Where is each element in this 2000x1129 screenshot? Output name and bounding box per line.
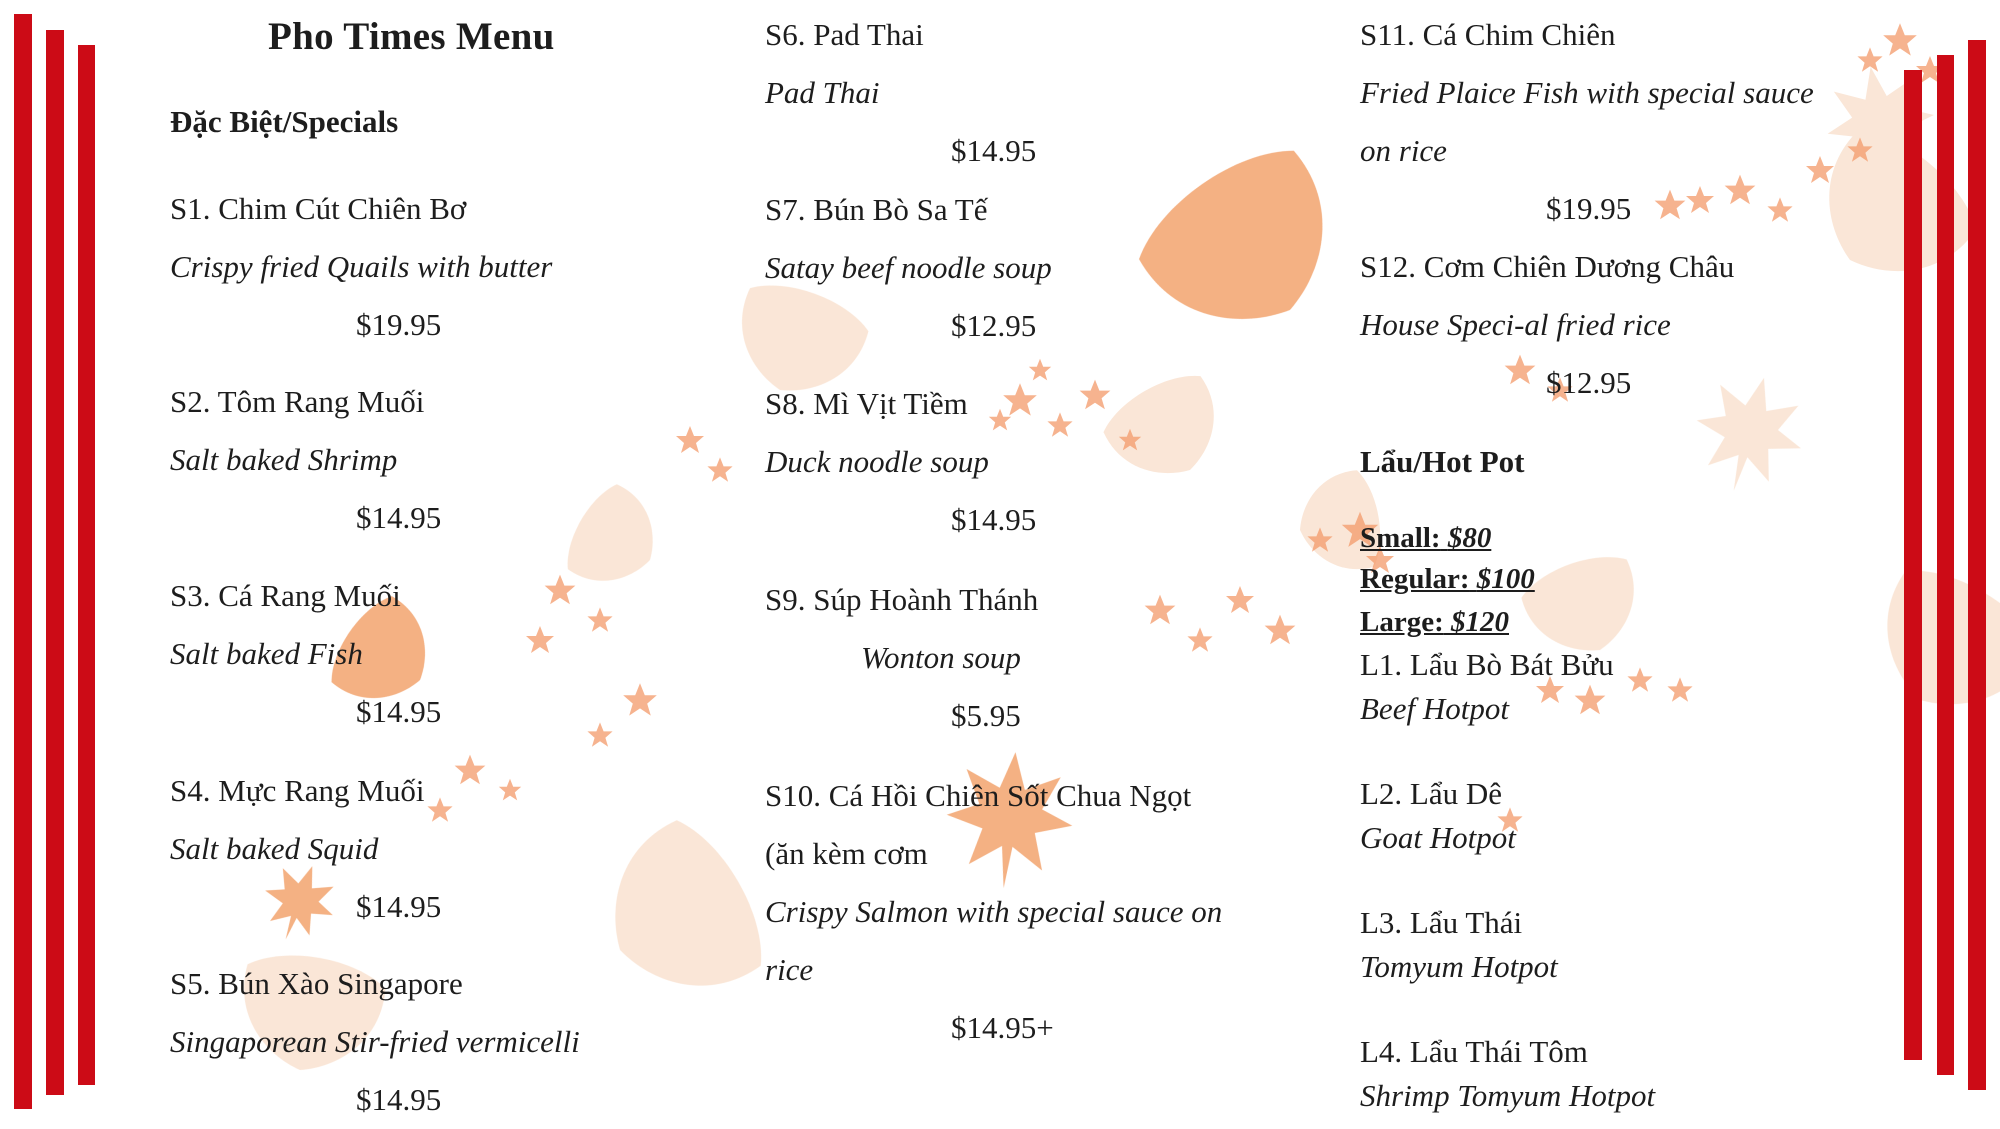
item-price: $12.95 <box>951 308 1037 343</box>
item-english-name: Tomyum Hotpot <box>1360 949 1558 984</box>
item-name: L4. Lẩu Thái Tôm <box>1360 1034 1588 1069</box>
hotpot-item-l1 <box>1360 643 1920 731</box>
item-price: $14.95 <box>356 694 442 729</box>
item-english-name: Crispy Salmon with special sauce on <box>765 894 1223 929</box>
item-price: $19.95 <box>1546 191 1632 226</box>
menu-item-s6 <box>765 6 1285 180</box>
item-name: S5. Bún Xào Singapore <box>170 966 463 1001</box>
item-price: $14.95+ <box>951 1010 1054 1045</box>
item-english-name: Satay beef noodle soup <box>765 250 1052 285</box>
item-price: $19.95 <box>356 307 442 342</box>
item-note: (ăn kèm cơm <box>765 836 928 871</box>
item-name: S11. Cá Chim Chiên <box>1360 17 1616 52</box>
size-price: $100 <box>1476 563 1535 595</box>
item-name: L1. Lẩu Bò Bát Bửu <box>1360 647 1614 682</box>
item-english-name: Salt baked Squid <box>170 831 379 866</box>
menu-item-s12 <box>1360 238 1920 412</box>
hotpot-item-l3 <box>1360 901 1920 989</box>
item-price: $14.95 <box>356 500 442 535</box>
item-name: S7. Bún Bò Sa Tế <box>765 192 988 227</box>
menu-item-s5 <box>170 955 650 1129</box>
menu-item-s2 <box>170 373 650 547</box>
item-name: S1. Chim Cút Chiên Bơ <box>170 191 467 226</box>
item-name: S2. Tôm Rang Muối <box>170 384 425 419</box>
item-name: S8. Mì Vịt Tiềm <box>765 386 968 421</box>
menu-item-s10 <box>765 767 1285 1057</box>
hotpot-size-regular <box>1360 563 1535 596</box>
menu-item-s8 <box>765 375 1285 549</box>
size-label: Large: <box>1360 606 1444 638</box>
item-english-name: Fried Plaice Fish with special sauce <box>1360 75 1814 110</box>
hotpot-item-l4 <box>1360 1030 1920 1118</box>
item-english-name: Crispy fried Quails with butter <box>170 249 553 284</box>
item-english-name: Shrimp Tomyum Hotpot <box>1360 1078 1656 1113</box>
item-name: S6. Pad Thai <box>765 17 924 52</box>
size-price: $120 <box>1451 606 1509 638</box>
specials-heading: Đặc Biệt/Specials <box>170 104 399 139</box>
size-label: Regular: <box>1360 563 1470 595</box>
item-price: $5.95 <box>951 698 1021 733</box>
item-english-name: Pad Thai <box>765 75 880 110</box>
menu-item-s7 <box>765 181 1285 355</box>
item-english-name: Wonton soup <box>861 640 1021 675</box>
menu-title: Pho Times Menu <box>268 15 555 58</box>
item-name: S12. Cơm Chiên Dương Châu <box>1360 249 1735 284</box>
item-price: $14.95 <box>951 502 1037 537</box>
item-english-name: Singaporean Stir-fried vermicelli <box>170 1024 580 1059</box>
item-name: L2. Lẩu Dê <box>1360 776 1503 811</box>
item-price: $14.95 <box>951 133 1037 168</box>
menu-item-s11 <box>1360 6 1920 238</box>
item-english-name-cont: on rice <box>1360 133 1447 168</box>
item-english-name: Salt baked Fish <box>170 636 363 671</box>
item-english-name: Beef Hotpot <box>1360 691 1509 726</box>
hotpot-item-l2 <box>1360 772 1920 860</box>
item-name: S10. Cá Hồi Chiên Sốt Chua Ngọt <box>765 778 1192 813</box>
item-name: S4. Mực Rang Muối <box>170 773 425 808</box>
item-english-name: Duck noodle soup <box>765 444 989 479</box>
item-english-name: House Speci-al fried rice <box>1360 307 1671 342</box>
item-name: L3. Lẩu Thái <box>1360 905 1523 940</box>
item-name: S9. Súp Hoành Thánh <box>765 582 1039 617</box>
hotpot-heading: Lẩu/Hot Pot <box>1360 444 1525 479</box>
item-price: $14.95 <box>356 889 442 924</box>
size-price: $80 <box>1447 522 1492 554</box>
item-english-name: Salt baked Shrimp <box>170 442 398 477</box>
hotpot-size-large <box>1360 606 1509 639</box>
item-english-name-cont: rice <box>765 952 814 987</box>
hotpot-size-small <box>1360 522 1491 555</box>
item-price: $12.95 <box>1546 365 1632 400</box>
menu-item-s3 <box>170 567 650 741</box>
item-english-name: Goat Hotpot <box>1360 820 1516 855</box>
size-label: Small: <box>1360 522 1441 554</box>
menu-item-s9 <box>765 571 1285 745</box>
item-name: S3. Cá Rang Muối <box>170 578 401 613</box>
item-price: $14.95 <box>356 1082 442 1117</box>
menu-item-s1 <box>170 180 650 354</box>
menu-item-s4 <box>170 762 650 936</box>
